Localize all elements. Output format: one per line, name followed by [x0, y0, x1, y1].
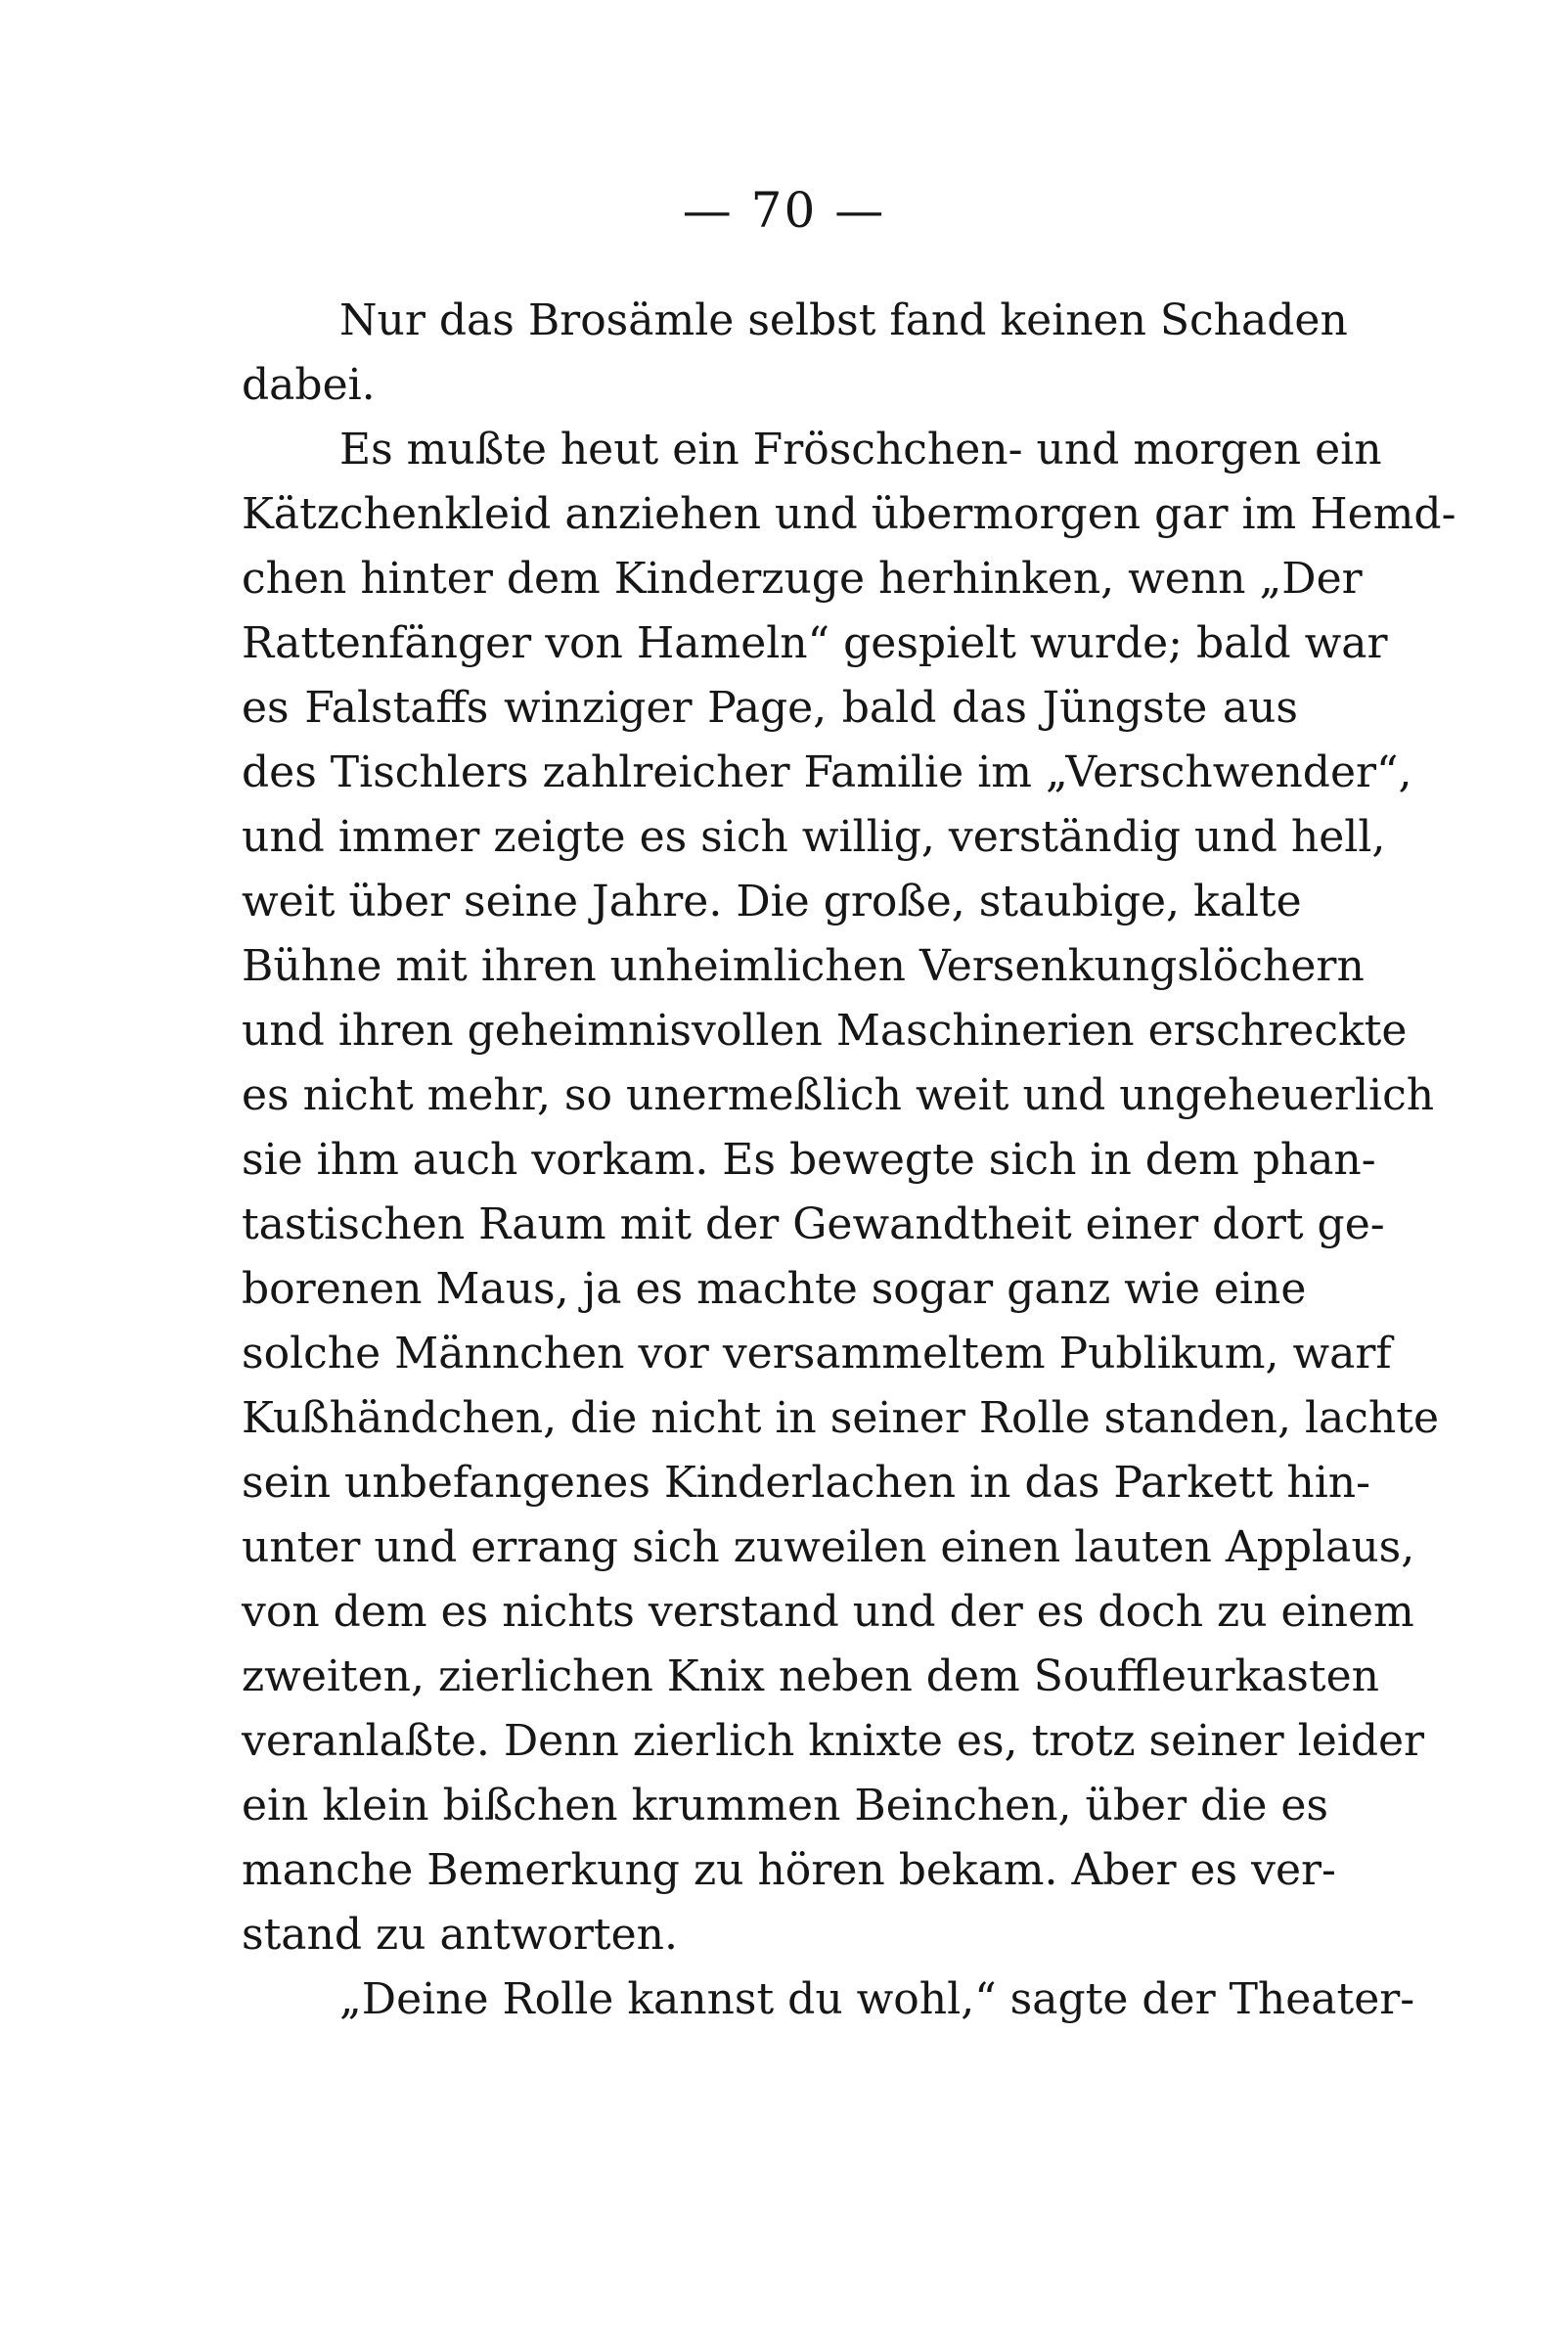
- page-number: — 70 —: [682, 182, 886, 239]
- paragraph-3-line-1: „Deine Rolle kannst du wohl,“ sagte der Theater-: [339, 1974, 1415, 2024]
- paragraph-2-line-16: Kußhändchen, die nicht in seiner Rolle standen, lachte: [242, 1393, 1439, 1443]
- paragraph-2-line-1: Es mußte heut ein Fröschchen- und morgen ein: [339, 425, 1382, 475]
- paragraph-2-line-7: und immer zeigte es sich willig, verständig und hell,: [242, 812, 1386, 862]
- paragraph-2-line-13: tastischen Raum mit der Gewandtheit einer dort ge-: [242, 1199, 1385, 1249]
- paragraph-2-line-6: des Tischlers zahlreicher Familie im „Verschwender“,: [242, 747, 1412, 797]
- paragraph-2-line-17: sein unbefangenes Kinderlachen in das Parkett hin-: [242, 1458, 1370, 1508]
- paragraph-1-line-1: Nur das Brosämle selbst fand keinen Schaden: [339, 295, 1348, 345]
- paragraph-2-line-2: Kätzchenkleid anziehen und übermorgen gar im Hemd-: [242, 489, 1456, 539]
- paragraph-2-line-15: solche Männchen vor versammeltem Publikum, warf: [242, 1329, 1392, 1378]
- paragraph-2-line-5: es Falstaffs winziger Page, bald das Jüngste aus: [242, 683, 1298, 733]
- paragraph-2-line-18: unter und errang sich zuweilen einen lauten Applaus,: [242, 1522, 1415, 1572]
- paragraph-2-line-22: ein klein bißchen krummen Beinchen, über die es: [242, 1781, 1328, 1830]
- paragraph-2-line-21: veranlaßte. Denn zierlich knixte es, trotz seiner leider: [242, 1716, 1425, 1766]
- paragraph-2-line-3: chen hinter dem Kinderzuge herhinken, wenn „Der: [242, 554, 1363, 604]
- paragraph-2-line-9: Bühne mit ihren unheimlichen Versenkungslöchern: [242, 941, 1365, 991]
- paragraph-2-line-12: sie ihm auch vorkam. Es bewegte sich in dem phan-: [242, 1135, 1376, 1185]
- body-text: [242, 289, 1456, 2032]
- paragraph-2-line-10: und ihren geheimnisvollen Maschinerien erschreckte: [242, 1006, 1408, 1056]
- paragraph-2-line-23: manche Bemerkung zu hören bekam. Aber es ver-: [242, 1845, 1336, 1895]
- paragraph-2-line-11: es nicht mehr, so unermeßlich weit und ungeheuerlich: [242, 1070, 1435, 1120]
- paragraph-2-line-4: Rattenfänger von Hameln“ gespielt wurde; bald war: [242, 618, 1388, 668]
- paragraph-2-line-20: zweiten, zierlichen Knix neben dem Souffleurkasten: [242, 1651, 1379, 1701]
- paragraph-1-line-2: dabei.: [242, 360, 376, 410]
- paragraph-2-line-14: borenen Maus, ja es machte sogar ganz wie eine: [242, 1264, 1307, 1314]
- paragraph-2-line-8: weit über seine Jahre. Die große, staubige, kalte: [242, 877, 1302, 926]
- paragraph-2-line-19: von dem es nichts verstand und der es doch zu einem: [242, 1587, 1414, 1637]
- paragraph-2-line-24: stand zu antworten.: [242, 1910, 678, 1960]
